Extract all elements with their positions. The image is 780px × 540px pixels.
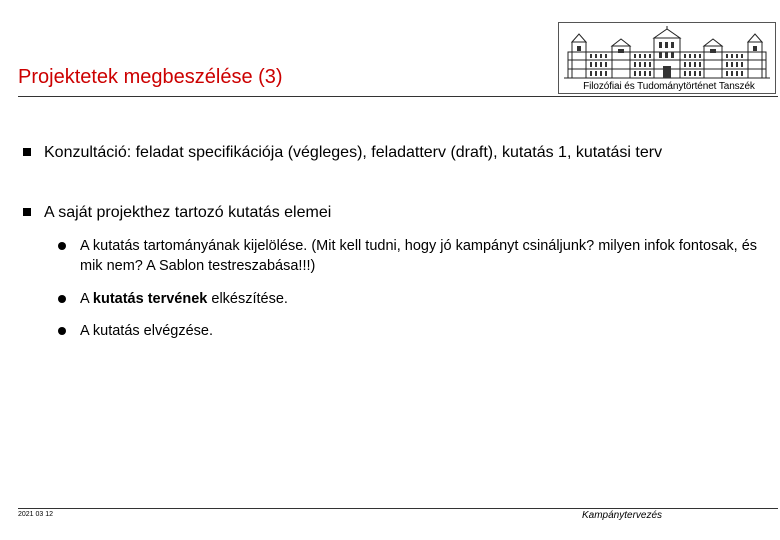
sub-bullet-text-before: A: [80, 291, 93, 307]
slide-title: Projektetek megbeszélése (3): [18, 66, 283, 88]
round-bullet-icon: [58, 295, 66, 303]
university-building-icon: [562, 26, 772, 80]
sub-bullet-text: A kutatás tartományának kijelölése. (Mit kell tudni, hogy jó kampányt csináljunk? milyen infok fontosak, és mik nem? A Sablon testreszabása!!!): [80, 238, 758, 274]
sub-bullet-text-bold: kutatás tervének: [92, 291, 208, 307]
footer-divider: [18, 508, 778, 509]
sub-bullet-text-after: elkészítése.: [207, 291, 288, 307]
square-bullet-icon: [23, 148, 31, 156]
round-bullet-icon: [58, 327, 66, 335]
footer-date: 2021 03 12: [18, 511, 54, 518]
sub-bullet-text: [80, 289, 760, 309]
department-logo: [558, 22, 778, 94]
bullet-text: Konzultáció: feladat specifikációja (végleges), feladatterv (draft), kutatás 1, kutatási terv: [44, 144, 663, 161]
square-bullet-icon: [23, 208, 31, 216]
department-name: Filozófiai és Tudománytörténet Tanszék: [583, 81, 755, 92]
footer-title: Kampánytervezés: [582, 510, 663, 521]
bullet-text: A saját projekthez tartozó kutatás elemei: [44, 204, 332, 221]
title-divider: [18, 96, 778, 97]
round-bullet-icon: [58, 242, 66, 250]
sub-bullet-text: A kutatás elvégzése.: [80, 323, 213, 339]
